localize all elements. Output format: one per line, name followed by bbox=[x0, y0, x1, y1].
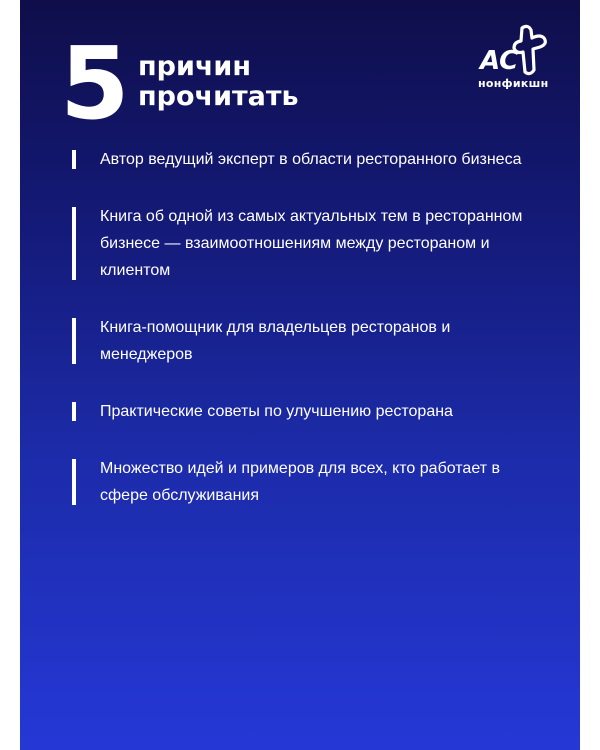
reason-bar bbox=[72, 318, 76, 364]
reason-item bbox=[72, 314, 542, 368]
reason-item bbox=[72, 455, 542, 509]
reason-text: Практические советы по улучшению ресторана bbox=[100, 403, 453, 420]
headline-line-2: прочитать bbox=[138, 81, 299, 112]
reason-text: Книга об одной из самых актуальных тем в ресторанном бизнесе — взаимоотношениям между рестораном и клиентом bbox=[100, 208, 523, 279]
logo-subtitle: нонфикшн bbox=[478, 77, 549, 90]
reasons-list bbox=[72, 146, 542, 509]
reason-bar bbox=[72, 150, 76, 169]
reason-bar bbox=[72, 459, 76, 505]
reason-text: Множество идей и примеров для всех, кто работает в сфере обслуживания bbox=[100, 460, 500, 504]
reason-item bbox=[72, 146, 542, 173]
reason-bar bbox=[72, 402, 76, 421]
reason-bar bbox=[72, 207, 76, 280]
logo-text: АС bbox=[480, 46, 518, 76]
reason-text: Автор ведущий эксперт в области ресторанного бизнеса bbox=[100, 151, 522, 168]
ast-nonfiction-logo bbox=[478, 22, 558, 98]
big-number: 5 bbox=[60, 25, 128, 142]
reason-item bbox=[72, 203, 542, 284]
reason-text: Книга-помощник для владельцев ресторанов и менеджеров bbox=[100, 319, 451, 363]
poster bbox=[20, 0, 580, 750]
reason-item bbox=[72, 398, 542, 425]
headline bbox=[138, 52, 299, 112]
headline-line-1: причин bbox=[138, 51, 252, 82]
